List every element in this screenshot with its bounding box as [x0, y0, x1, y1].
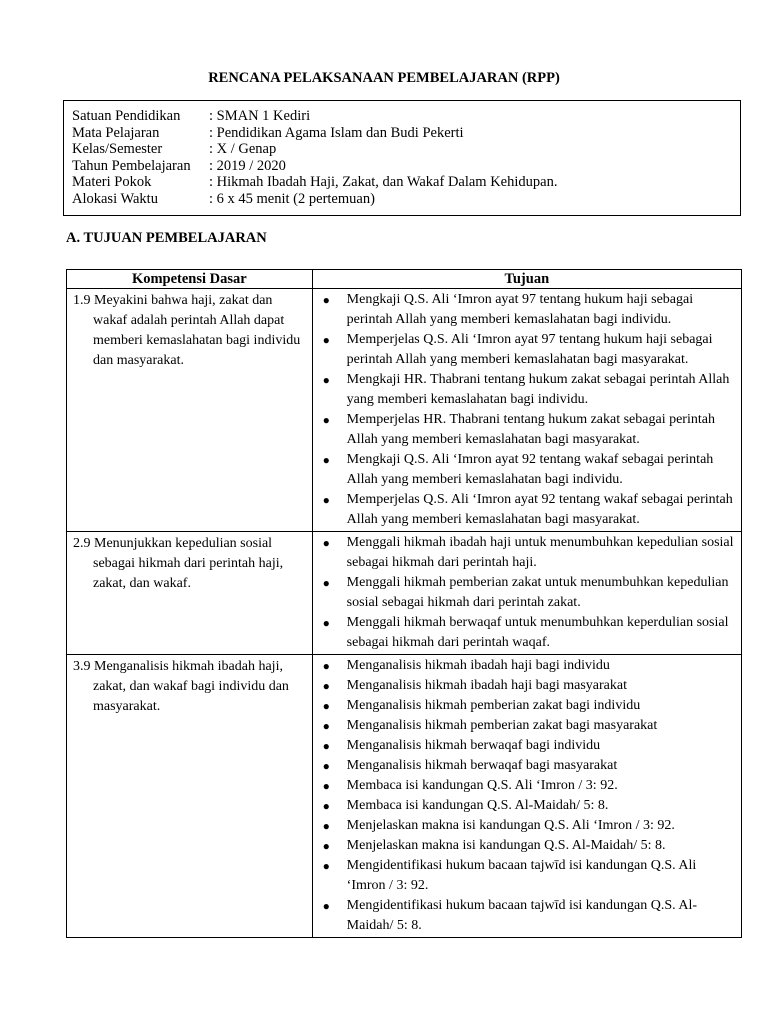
bullet-icon: ●: [322, 679, 330, 693]
info-value: : 2019 / 2020: [209, 157, 286, 174]
info-value: : SMAN 1 Kediri: [209, 108, 311, 124]
info-row: [72, 125, 740, 142]
tujuan-text: Menganalisis hikmah pemberian zakat bagi masyarakat: [346, 718, 658, 733]
table-row: [67, 289, 742, 532]
list-item: [321, 756, 737, 776]
bullet-icon: ●: [322, 373, 330, 387]
list-item: [321, 330, 737, 370]
list-item: [321, 613, 737, 653]
info-value: : Hikmah Ibadah Haji, Zakat, dan Wakaf Dalam Kehidupan.: [209, 174, 558, 191]
kd-cell: [67, 289, 313, 532]
list-item: [321, 836, 737, 856]
tujuan-cell: [312, 532, 741, 655]
kd-cell: [67, 532, 313, 655]
tujuan-list: [321, 290, 737, 530]
list-item: [321, 896, 737, 936]
info-row: [72, 191, 740, 208]
tujuan-text: Menggali hikmah berwaqaf untuk menumbuhkan keperdulian sosial sebagai hikmah dari perintah waqaf.: [346, 615, 729, 650]
tujuan-list: [321, 533, 737, 653]
bullet-icon: ●: [322, 899, 330, 913]
list-item: [321, 736, 737, 756]
bullet-icon: ●: [322, 293, 330, 307]
list-item: [321, 696, 737, 716]
tujuan-text: Mengkaji Q.S. Ali ‘Imron ayat 92 tentang wakaf sebagai perintah Allah yang memberi kemaslahatan bagi individu.: [346, 452, 714, 487]
tujuan-text: Memperjelas HR. Thabrani tentang hukum zakat sebagai perintah Allah yang memberi kemaslahatan bagi masyarakat.: [346, 412, 715, 447]
bullet-icon: ●: [322, 799, 330, 813]
kompetensi-dasar-text: 3.9 Menganalisis hikmah ibadah haji, zakat, dan wakaf bagi individu dan masyarakat.: [73, 659, 289, 714]
info-value: : X / Genap: [209, 141, 277, 158]
tujuan-cell: [312, 289, 741, 532]
info-value: : Pendidikan Agama Islam dan Budi Pekerti: [209, 124, 464, 141]
info-row: [72, 174, 740, 191]
list-item: [321, 490, 737, 530]
tujuan-text: Menggali hikmah ibadah haji untuk menumbuhkan kepedulian sosial sebagai hikmah dari perintah haji.: [346, 535, 734, 570]
tujuan-text: Memperjelas Q.S. Ali ‘Imron ayat 92 tentang wakaf sebagai perintah Allah yang memberi kemaslahatan bagi masyarakat.: [346, 492, 733, 527]
kd-cell: [67, 655, 313, 938]
bullet-icon: ●: [322, 333, 330, 347]
tujuan-text: Menganalisis hikmah ibadah haji bagi individu: [346, 658, 610, 673]
bullet-icon: ●: [322, 819, 330, 833]
list-item: [321, 450, 737, 490]
table-header-row: [67, 270, 742, 289]
bullet-icon: ●: [322, 719, 330, 733]
tujuan-list: [321, 656, 737, 936]
info-row: [72, 141, 740, 158]
bullet-icon: ●: [322, 739, 330, 753]
tujuan-text: Mengidentifikasi hukum bacaan tajwīd isi kandungan Q.S. Ali ‘Imron / 3: 92.: [346, 858, 697, 893]
tujuan-text: Menggali hikmah pemberian zakat untuk menumbuhkan kepedulian sosial sebagai hikmah dari perintah zakat.: [346, 575, 729, 610]
info-row: [72, 108, 740, 125]
info-label: Materi Pokok: [72, 174, 152, 191]
bullet-icon: ●: [322, 576, 330, 590]
kompetensi-dasar-text: 1.9 Meyakini bahwa haji, zakat dan wakaf adalah perintah Allah dapat memberi kemaslahatan bagi individu dan masyarakat.: [73, 293, 301, 368]
list-item: [321, 533, 737, 573]
list-item: [321, 716, 737, 736]
list-item: [321, 676, 737, 696]
tujuan-text: Menganalisis hikmah pemberian zakat bagi individu: [346, 698, 641, 713]
bullet-icon: ●: [322, 493, 330, 507]
tujuan-text: Menjelaskan makna isi kandungan Q.S. Ali ‘Imron / 3: 92.: [346, 818, 675, 833]
tujuan-text: Mengidentifikasi hukum bacaan tajwīd isi kandungan Q.S. Al-Maidah/ 5: 8.: [346, 898, 697, 933]
info-label: Kelas/Semester: [72, 141, 163, 158]
bullet-icon: ●: [322, 413, 330, 427]
table-row: [67, 655, 742, 938]
bullet-icon: ●: [322, 759, 330, 773]
list-item: [321, 856, 737, 896]
document-title: RENCANA PELAKSANAAN PEMBELAJARAN (RPP): [208, 70, 560, 86]
list-item: [321, 290, 737, 330]
tujuan-text: Memperjelas Q.S. Ali ‘Imron ayat 97 tentang hukum haji sebagai perintah Allah yang memberi kemaslahatan bagi masyarakat.: [346, 332, 713, 367]
bullet-icon: ●: [322, 859, 330, 873]
section-heading-tujuan: A. TUJUAN PEMBELAJARAN: [66, 230, 267, 246]
header-kompetensi-dasar: Kompetensi Dasar: [67, 270, 313, 289]
info-label: Tahun Pembelajaran: [72, 157, 191, 174]
bullet-icon: ●: [322, 699, 330, 713]
table-row: [67, 532, 742, 655]
tujuan-cell: [312, 655, 741, 938]
tujuan-text: Menganalisis hikmah berwaqaf bagi individu: [346, 738, 601, 753]
list-item: [321, 796, 737, 816]
bullet-icon: ●: [322, 616, 330, 630]
tujuan-text: Membaca isi kandungan Q.S. Al-Maidah/ 5: 8.: [346, 798, 609, 813]
info-label: Satuan Pendidikan: [72, 108, 181, 124]
header-tujuan: Tujuan: [312, 270, 741, 289]
info-value: : 6 x 45 menit (2 pertemuan): [209, 190, 375, 207]
info-label: Alokasi Waktu: [72, 190, 158, 207]
list-item: [321, 656, 737, 676]
identity-box: [63, 100, 741, 216]
objectives-table: [66, 269, 742, 938]
tujuan-text: Mengkaji HR. Thabrani tentang hukum zakat sebagai perintah Allah yang memberi kemaslahatan bagi individu.: [346, 372, 730, 407]
info-row: [72, 158, 740, 175]
list-item: [321, 816, 737, 836]
list-item: [321, 370, 737, 410]
tujuan-text: Mengkaji Q.S. Ali ‘Imron ayat 97 tentang hukum haji sebagai perintah Allah yang memberi kemaslahatan bagi individu.: [346, 292, 694, 327]
bullet-icon: ●: [322, 453, 330, 467]
bullet-icon: ●: [322, 536, 330, 550]
info-label: Mata Pelajaran: [72, 124, 160, 141]
tujuan-text: Membaca isi kandungan Q.S. Ali ‘Imron / 3: 92.: [346, 778, 618, 793]
tujuan-text: Menganalisis hikmah ibadah haji bagi masyarakat: [346, 678, 627, 693]
kompetensi-dasar-text: 2.9 Menunjukkan kepedulian sosial sebagai hikmah dari perintah haji, zakat, dan wakaf.: [73, 536, 284, 591]
list-item: [321, 573, 737, 613]
tujuan-text: Menjelaskan makna isi kandungan Q.S. Al-Maidah/ 5: 8.: [346, 838, 666, 853]
list-item: [321, 776, 737, 796]
bullet-icon: ●: [322, 839, 330, 853]
list-item: [321, 410, 737, 450]
bullet-icon: ●: [322, 659, 330, 673]
bullet-icon: ●: [322, 779, 330, 793]
tujuan-text: Menganalisis hikmah berwaqaf bagi masyarakat: [346, 758, 618, 773]
